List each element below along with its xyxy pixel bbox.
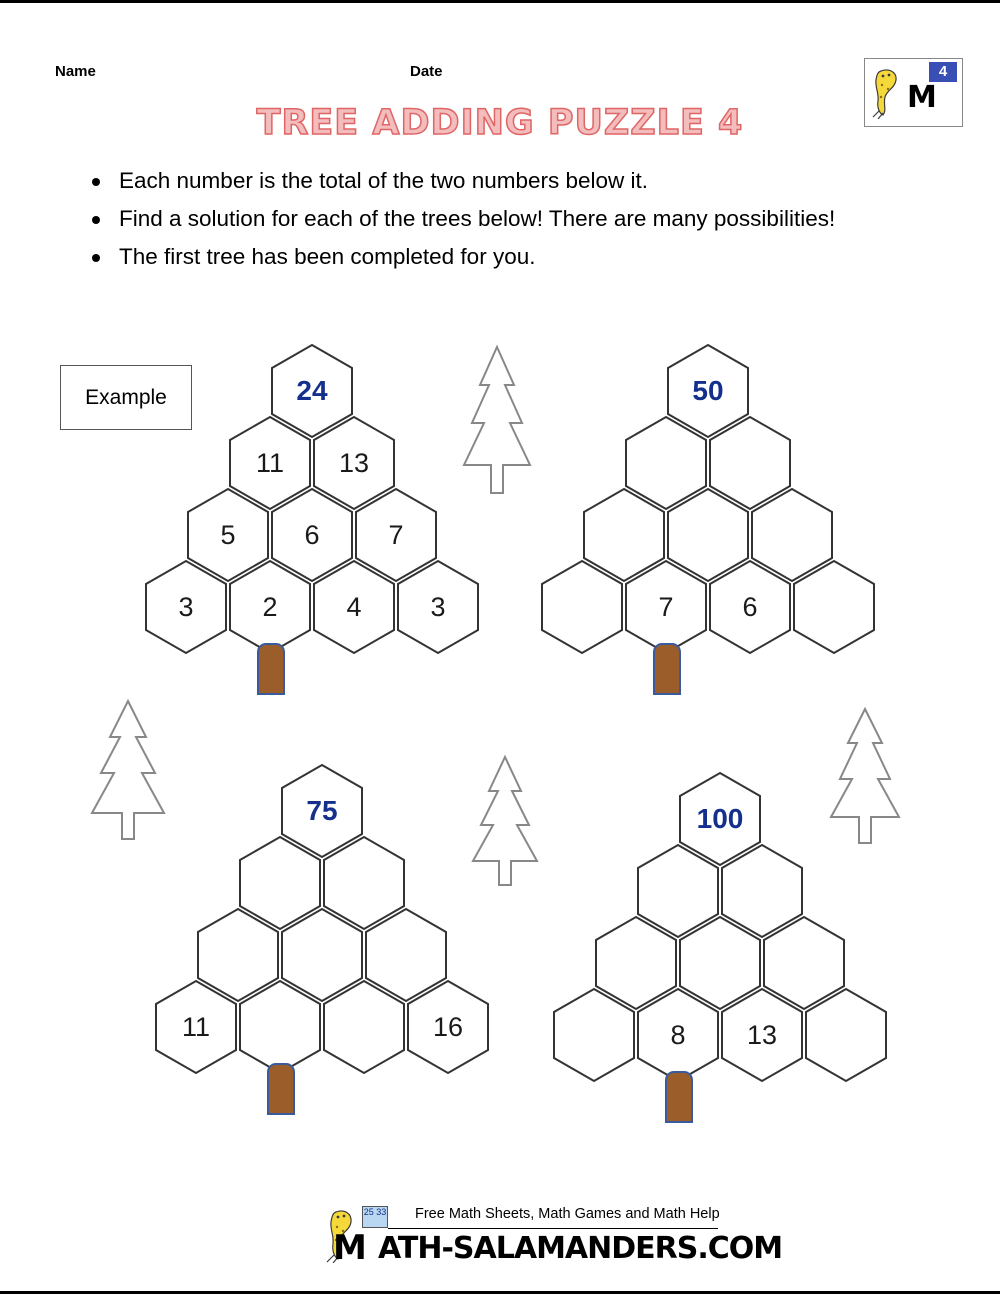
- hex-value: 7: [388, 520, 404, 550]
- decorative-tree-icon: [78, 695, 178, 845]
- hex-cell[interactable]: [154, 979, 238, 1075]
- hex-value: 75: [306, 795, 338, 826]
- logo-box: [864, 58, 963, 127]
- hex-cell[interactable]: [238, 979, 322, 1075]
- tree-trunk: [257, 643, 285, 695]
- hex-cell[interactable]: [144, 559, 228, 655]
- salamander-icon: [871, 67, 905, 119]
- hex-cell[interactable]: [540, 559, 624, 655]
- hex-value: 2: [262, 592, 278, 622]
- hex-value: 3: [178, 592, 194, 622]
- footer-divider: [388, 1228, 718, 1229]
- instruction-list: [80, 163, 880, 277]
- hex-cell[interactable]: [624, 559, 708, 655]
- tree-trunk: [267, 1063, 295, 1115]
- instruction-item: The first tree has been completed for you.: [80, 239, 880, 275]
- logo-mark: M: [907, 80, 934, 115]
- date-label: Date: [410, 63, 443, 80]
- hex-cell[interactable]: [406, 979, 490, 1075]
- decorative-tree-icon: [452, 341, 542, 501]
- instruction-item: Find a solution for each of the trees below! There are many possibilities!: [80, 201, 880, 237]
- hex-value: 8: [670, 1020, 686, 1050]
- hex-value: 24: [296, 375, 328, 406]
- logo-number: 4: [929, 62, 957, 82]
- tree-trunk: [653, 643, 681, 695]
- hex-value: 50: [692, 375, 724, 406]
- name-label: Name: [55, 63, 96, 80]
- page-title: TREE ADDING PUZZLE 4: [256, 103, 744, 143]
- tree-trunk: [665, 1071, 693, 1123]
- hex-value: 6: [304, 520, 320, 550]
- decorative-tree-icon: [818, 703, 913, 848]
- hex-value: 11: [255, 448, 285, 478]
- instruction-item: Each number is the total of the two numbers below it.: [80, 163, 880, 199]
- hex-cell[interactable]: [708, 559, 792, 655]
- hex-cell[interactable]: [804, 987, 888, 1083]
- decorative-tree-icon: [460, 751, 550, 891]
- hex-cell[interactable]: [792, 559, 876, 655]
- hex-cell[interactable]: [720, 987, 804, 1083]
- footer-tagline: Free Math Sheets, Math Games and Math Help: [415, 1206, 720, 1222]
- hex-cell[interactable]: [312, 559, 396, 655]
- hex-value: [804, 987, 888, 1083]
- hex-value: 7: [658, 592, 674, 622]
- hex-value: 100: [696, 803, 744, 834]
- hex-cell[interactable]: [396, 559, 480, 655]
- footer-badge: 25 33: [362, 1206, 388, 1228]
- footer-logo-mark: M: [333, 1228, 363, 1268]
- hex-value: [322, 979, 406, 1075]
- footer: [0, 1198, 1000, 1288]
- hex-value: [792, 559, 876, 655]
- hex-cell[interactable]: [552, 987, 636, 1083]
- hex-value: 11: [181, 1012, 211, 1042]
- example-box: [60, 365, 192, 430]
- example-label: Example: [85, 386, 167, 409]
- hex-value: 6: [742, 592, 758, 622]
- hex-cell[interactable]: [322, 979, 406, 1075]
- hex-value: [238, 979, 322, 1075]
- footer-url[interactable]: ATH-SALAMANDERS.COM: [378, 1231, 783, 1266]
- hex-value: 4: [346, 592, 362, 622]
- hex-cell[interactable]: [636, 987, 720, 1083]
- hex-value: 13: [338, 448, 370, 478]
- hex-cell[interactable]: [228, 559, 312, 655]
- hex-value: [552, 987, 636, 1083]
- hex-value: 13: [746, 1020, 778, 1050]
- hex-value: 5: [220, 520, 236, 550]
- hex-value: [540, 559, 624, 655]
- hex-value: 16: [432, 1012, 464, 1042]
- hex-value: 3: [430, 592, 446, 622]
